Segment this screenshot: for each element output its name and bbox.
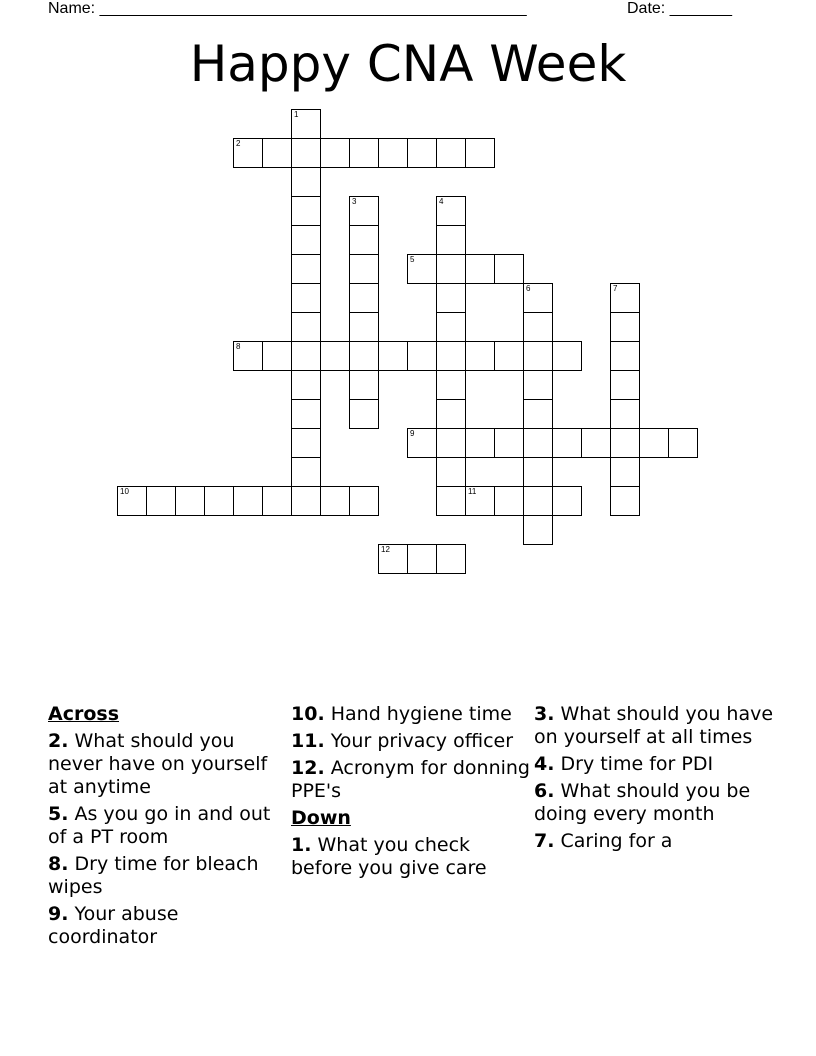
grid-cell[interactable] [523,341,553,371]
grid-cell[interactable] [436,457,466,487]
grid-cell[interactable] [610,370,640,400]
clue-number-label: 7 [613,284,618,293]
grid-cell[interactable] [436,283,466,313]
grid-cell[interactable] [436,428,466,458]
clue-number: 7. [534,830,555,852]
grid-cell[interactable] [436,370,466,400]
clue-number-label: 12 [381,545,390,554]
clue-text: Hand hygiene time [330,703,512,725]
clue-item [534,753,774,776]
grid-cell[interactable] [320,138,350,168]
grid-cell[interactable] [291,341,321,371]
grid-cell[interactable] [523,515,553,545]
clue-number-label: 11 [468,487,477,496]
grid-cell[interactable] [523,399,553,429]
clue-item [291,703,531,726]
clue-text: Your abuse coordinator [48,903,179,948]
grid-cell[interactable] [349,283,379,313]
grid-cell[interactable] [291,167,321,197]
grid-cell[interactable] [291,109,321,139]
clue-item [534,830,774,853]
grid-cell[interactable] [291,225,321,255]
grid-cell[interactable] [436,312,466,342]
clue-item [48,803,288,849]
grid-cell[interactable] [291,457,321,487]
grid-cell[interactable] [407,138,437,168]
grid-cell[interactable] [610,283,640,313]
clue-number-label: 8 [236,342,241,351]
grid-cell[interactable] [262,341,292,371]
clue-number: 4. [534,753,555,775]
grid-cell[interactable] [465,428,495,458]
clue-item [48,853,288,899]
grid-cell[interactable] [436,544,466,574]
grid-cell[interactable] [378,138,408,168]
grid-cell[interactable] [465,341,495,371]
grid-cell[interactable] [349,225,379,255]
grid-cell[interactable] [436,225,466,255]
grid-cell[interactable] [436,196,466,226]
grid-cell[interactable] [233,486,263,516]
grid-cell[interactable] [436,254,466,284]
clue-text: What should you be doing every month [534,780,751,825]
grid-cell[interactable] [291,254,321,284]
grid-cell[interactable] [291,370,321,400]
clue-text: What should you never have on yourself at anytime [48,730,268,798]
grid-cell[interactable] [146,486,176,516]
grid-cell[interactable] [610,428,640,458]
grid-cell[interactable] [262,138,292,168]
grid-cell[interactable] [291,138,321,168]
clue-text: What should you have on yourself at all times [534,703,774,748]
clue-number: 2. [48,730,69,752]
clue-text: Caring for a [560,830,673,852]
clue-item [48,730,288,799]
grid-cell[interactable] [436,399,466,429]
grid-cell[interactable] [407,544,437,574]
grid-cell[interactable] [349,312,379,342]
clue-number: 6. [534,780,555,802]
grid-cell[interactable] [523,283,553,313]
grid-cell[interactable] [349,341,379,371]
grid-cell[interactable] [494,486,524,516]
date-field-label[interactable]: Date: _______ [627,0,732,17]
grid-cell[interactable] [407,428,437,458]
clue-number-label: 2 [236,139,241,148]
grid-cell[interactable] [349,196,379,226]
page-title: Happy CNA Week [189,35,627,93]
grid-cell[interactable] [349,138,379,168]
grid-cell[interactable] [349,370,379,400]
clue-number: 10. [291,703,325,725]
clue-number-label: 4 [439,197,444,206]
grid-cell[interactable] [523,428,553,458]
clue-item [48,903,288,949]
clue-item [291,730,531,753]
grid-cell[interactable] [175,486,205,516]
clue-column-1 [48,703,288,953]
grid-cell[interactable] [378,341,408,371]
grid-cell[interactable] [436,138,466,168]
grid-cell[interactable] [233,341,263,371]
grid-cell[interactable] [610,486,640,516]
grid-cell[interactable] [349,399,379,429]
clue-number: 3. [534,703,555,725]
grid-cell[interactable] [494,428,524,458]
clue-section-heading: Across [48,703,120,725]
grid-cell[interactable] [465,254,495,284]
clue-number-label: 9 [410,429,415,438]
grid-cell[interactable] [494,254,524,284]
clue-column-3 [534,703,774,857]
clue-text: What you check before you give care [291,834,487,879]
clue-number: 5. [48,803,69,825]
clue-number-label: 3 [352,197,357,206]
grid-cell[interactable] [552,428,582,458]
grid-cell[interactable] [291,399,321,429]
grid-cell[interactable] [407,254,437,284]
grid-cell[interactable] [610,312,640,342]
grid-cell[interactable] [436,486,466,516]
clue-item [291,834,531,880]
grid-cell[interactable] [349,486,379,516]
clue-number-label: 5 [410,255,415,264]
grid-cell[interactable] [436,341,466,371]
clue-column-2 [291,703,531,884]
grid-cell[interactable] [581,428,611,458]
grid-cell[interactable] [378,544,408,574]
grid-cell[interactable] [552,486,582,516]
clue-section-heading: Down [291,807,351,829]
grid-cell[interactable] [320,341,350,371]
name-field-label[interactable]: Name: ________________________________________________ [48,0,527,17]
clue-item [534,703,774,749]
grid-cell[interactable] [639,428,669,458]
clue-number: 9. [48,903,69,925]
grid-cell[interactable] [349,254,379,284]
clue-number: 11. [291,730,325,752]
grid-cell[interactable] [552,341,582,371]
grid-cell[interactable] [233,138,263,168]
grid-cell[interactable] [494,341,524,371]
grid-cell[interactable] [465,138,495,168]
grid-cell[interactable] [262,486,292,516]
clue-item [534,780,774,826]
grid-cell[interactable] [291,196,321,226]
clue-number-label: 6 [526,284,531,293]
grid-cell[interactable] [523,486,553,516]
grid-cell[interactable] [291,312,321,342]
grid-cell[interactable] [291,486,321,516]
grid-cell[interactable] [291,428,321,458]
clue-text: As you go in and out of a PT room [48,803,271,848]
grid-cell[interactable] [610,399,640,429]
clue-text: Dry time for bleach wipes [48,853,259,898]
grid-cell[interactable] [204,486,234,516]
grid-cell[interactable] [320,486,350,516]
grid-cell[interactable] [291,283,321,313]
grid-cell[interactable] [465,486,495,516]
clue-item [291,757,531,803]
grid-cell[interactable] [407,341,437,371]
clue-number: 12. [291,757,325,779]
clue-number: 1. [291,834,312,856]
grid-cell[interactable] [523,370,553,400]
clue-text: Dry time for PDI [560,753,714,775]
grid-cell[interactable] [523,312,553,342]
clue-number-label: 10 [120,487,129,496]
grid-cell[interactable] [610,457,640,487]
grid-cell[interactable] [117,486,147,516]
grid-cell[interactable] [523,457,553,487]
clue-number: 8. [48,853,69,875]
grid-cell[interactable] [610,341,640,371]
grid-cell[interactable] [668,428,698,458]
clue-text: Your privacy officer [330,730,514,752]
clue-number-label: 1 [294,110,299,119]
clue-text: Acronym for donning PPE's [291,757,530,802]
